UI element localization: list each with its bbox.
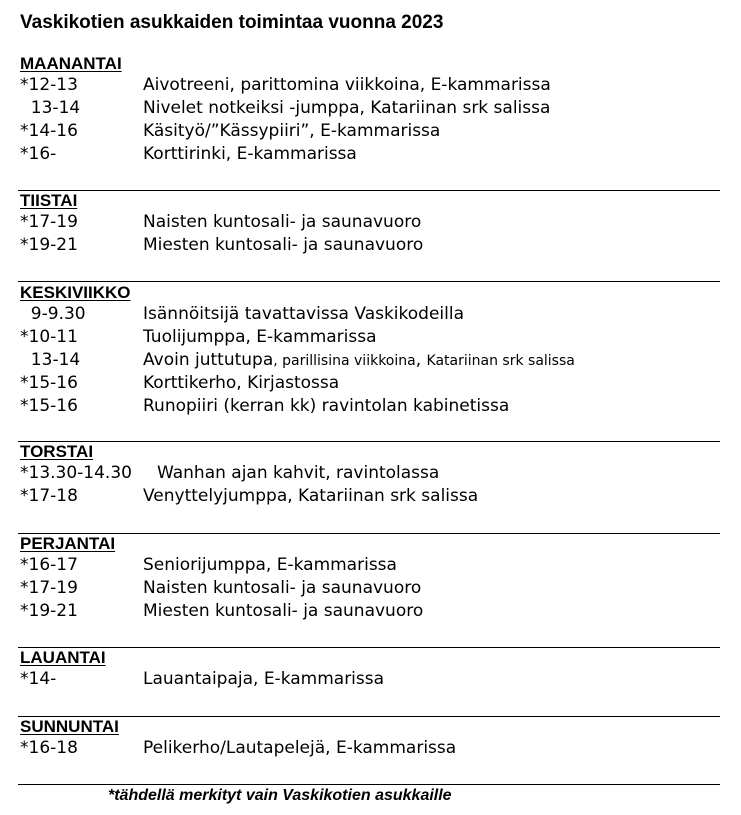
time-label: *19-21: [20, 601, 78, 621]
schedule-row: [20, 395, 720, 418]
section-divider: [18, 281, 720, 282]
schedule-row: [20, 462, 720, 485]
activity-label: Miesten kuntosali- ja saunavuoro: [143, 601, 424, 621]
schedule-row: [20, 120, 720, 143]
activity-label: [143, 349, 575, 373]
activity-label-main: Avoin juttutupa: [143, 350, 274, 370]
day-section-tiistai: [20, 191, 720, 257]
activity-label: Nivelet notkeiksi -jumppa, Katariinan srk salissa: [143, 98, 551, 118]
schedule-row: [20, 668, 720, 691]
day-heading: KESKIVIIKKO: [20, 283, 131, 302]
activity-label: Isännöitsijä tavattavissa Vaskikodeilla: [143, 304, 465, 324]
schedule-row: [20, 97, 720, 120]
activity-label-location: Katariinan srk salissa: [426, 353, 575, 369]
time-label: *13.30-14.30: [20, 463, 132, 483]
day-section-lauantai: [20, 648, 720, 691]
time-label: *10-11: [20, 327, 78, 347]
schedule-row: [20, 74, 720, 97]
schedule-row: [20, 554, 720, 577]
activity-label: Naisten kuntosali- ja saunavuoro: [143, 212, 422, 232]
time-label: *19-21: [20, 235, 78, 255]
day-heading: TORSTAI: [20, 442, 94, 461]
activity-label: Wanhan ajan kahvit, ravintolassa: [157, 463, 440, 483]
time-label: *12-13: [20, 75, 78, 95]
activity-label: Miesten kuntosali- ja saunavuoro: [143, 235, 424, 255]
day-section-maanantai: [20, 54, 720, 166]
time-label: *15-16: [20, 373, 78, 393]
day-heading: LAUANTAI: [20, 648, 106, 667]
time-label: *14-: [20, 669, 57, 689]
day-section-keskiviikko: [20, 283, 720, 418]
schedule-row: [20, 211, 720, 234]
schedule-row: [20, 577, 720, 600]
schedule-row: [20, 372, 720, 395]
activity-label: Tuolijumppa, E-kammarissa: [143, 327, 377, 347]
activity-label: Korttikerho, Kirjastossa: [143, 373, 340, 393]
activity-label: Runopiiri (kerran kk) ravintolan kabinetissa: [143, 396, 510, 416]
time-label: 9-9.30: [20, 304, 86, 324]
day-heading: PERJANTAI: [20, 534, 116, 553]
activity-label-detail: , parillisina viikkoina: [273, 353, 416, 369]
activity-label: Venyttelyjumppa, Katariinan srk salissa: [143, 486, 479, 506]
time-label: *16-18: [20, 738, 78, 758]
activity-label: Seniorijumppa, E-kammarissa: [143, 555, 397, 575]
day-heading: MAANANTAI: [20, 54, 122, 73]
activity-label: Lauantaipaja, E-kammarissa: [143, 669, 385, 689]
day-section-torstai: [20, 442, 720, 508]
activity-label-separator: ,: [415, 350, 427, 370]
activity-label: Korttirinki, E-kammarissa: [143, 144, 357, 164]
schedule-row: [20, 485, 720, 508]
bottom-divider: [18, 784, 720, 785]
schedule-row: [20, 349, 720, 372]
schedule-row: [20, 143, 720, 166]
day-section-perjantai: [20, 534, 720, 623]
activity-label: Naisten kuntosali- ja saunavuoro: [143, 578, 422, 598]
activity-label: Käsityö/”Kässypiiri”, E-kammarissa: [143, 121, 441, 141]
schedule-row: [20, 234, 720, 257]
time-label: *14-16: [20, 121, 78, 141]
day-heading: TIISTAI: [20, 191, 78, 210]
schedule-row: [20, 303, 720, 326]
schedule-row: [20, 326, 720, 349]
activity-label: Pelikerho/Lautapelejä, E-kammarissa: [143, 738, 457, 758]
page-title: Vaskikotien asukkaiden toimintaa vuonna 2023: [20, 12, 444, 33]
time-label: *17-18: [20, 486, 78, 506]
time-label: 13-14: [20, 350, 81, 370]
footnote: *tähdellä merkityt vain Vaskikotien asukkaille: [108, 787, 452, 804]
activity-label: Aivotreeni, parittomina viikkoina, E-kammarissa: [143, 75, 551, 95]
time-label: *15-16: [20, 396, 78, 416]
time-label: *17-19: [20, 578, 78, 598]
time-label: *16-17: [20, 555, 78, 575]
schedule-row: [20, 600, 720, 623]
day-section-sunnuntai: [20, 717, 720, 760]
schedule-row: [20, 737, 720, 760]
time-label: 13-14: [20, 98, 81, 118]
time-label: *17-19: [20, 212, 78, 232]
time-label: *16-: [20, 144, 57, 164]
day-heading: SUNNUNTAI: [20, 717, 119, 736]
